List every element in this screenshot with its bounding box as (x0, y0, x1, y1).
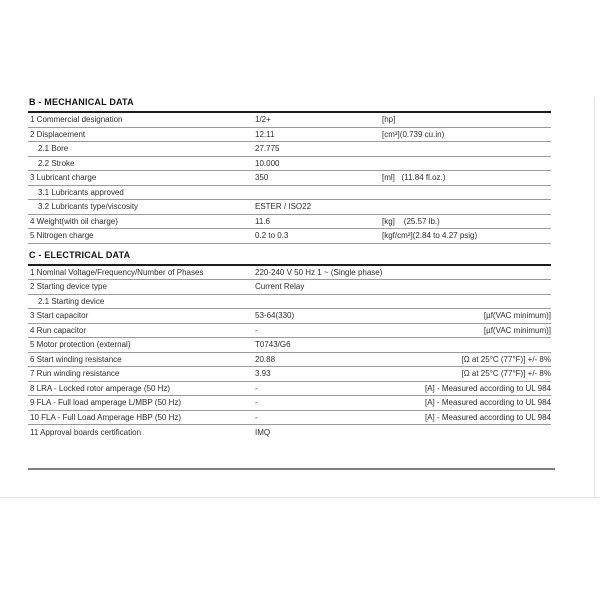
table-row (28, 113, 551, 128)
row-unit: [A] - Measured according to UL 984 (425, 398, 551, 408)
row-value: 350 (255, 173, 269, 183)
table-row (28, 338, 551, 353)
row-unit: [Ω at 25°C (77°F)] +/- 8% (461, 369, 551, 379)
page-edge-right (594, 97, 595, 497)
table-row (28, 396, 551, 411)
table-row (28, 411, 551, 426)
electrical-table (28, 266, 551, 440)
table-row (28, 128, 551, 143)
row-label: 3 Start capacitor (30, 311, 89, 321)
row-label: 3 Lubricant charge (30, 173, 97, 183)
table-row (28, 324, 551, 339)
row-value: - (255, 325, 258, 335)
table-row (28, 280, 551, 295)
spec-sheet (28, 97, 551, 470)
row-label: 2 Starting device type (30, 282, 107, 292)
row-value: 12.11 (255, 129, 275, 139)
table-row (28, 353, 551, 368)
row-value: Current Relay (255, 282, 305, 292)
row-value: 20.88 (255, 354, 276, 364)
section-mechanical-data (28, 97, 551, 244)
row-unit: [kg] (25.57 lb.) (382, 216, 440, 226)
row-value: 1/2+ (255, 115, 271, 125)
row-value: 27.775 (255, 144, 280, 154)
row-value: 220-240 V 50 Hz 1 ~ (Single phase) (255, 267, 382, 277)
row-unit: [A] - Measured according to UL 984 (425, 412, 551, 422)
row-label: 2 Displacement (30, 129, 86, 139)
row-label: 4 Weight(with oil charge) (30, 216, 118, 226)
row-value: 0.2 to 0.3 (255, 231, 289, 241)
row-value: IMQ (255, 427, 271, 437)
table-row (28, 229, 551, 244)
row-label: 3.2 Lubricants type/viscosity (38, 202, 139, 212)
table-row (28, 309, 551, 324)
row-value: 53-64(330) (255, 311, 295, 321)
table-row (28, 142, 551, 157)
section-title-electrical: C - ELECTRICAL DATA (28, 250, 551, 266)
table-row (28, 157, 551, 172)
row-label: 1 Nominal Voltage/Frequency/Number of Phases (30, 267, 204, 277)
table-row (28, 425, 551, 440)
page-edge-bottom (0, 497, 600, 498)
row-unit: [Ω at 25°C (77°F)] +/- 8% (461, 354, 551, 364)
row-value: - (255, 412, 258, 422)
row-unit: [ml] (11.84 fl.oz.) (382, 173, 446, 183)
row-unit: [hp] (382, 115, 396, 125)
row-label: 8 LRA - Locked rotor amperage (50 Hz) (30, 383, 171, 393)
row-unit: [kgf/cm²](2.84 to 4.27 psig) (382, 231, 478, 241)
table-row (28, 367, 551, 382)
row-label: 4 Run capacitor (30, 325, 87, 335)
section-electrical-data (28, 250, 551, 440)
row-value: 11.6 (255, 216, 270, 226)
row-label: 2.1 Bore (38, 144, 69, 154)
row-unit: [cm³](0.739 cu.in) (382, 129, 445, 139)
row-label: 2.2 Stroke (38, 158, 75, 168)
table-row (28, 295, 551, 310)
section-title-mechanical: B - MECHANICAL DATA (28, 97, 551, 113)
row-value: T0743/G6 (255, 340, 291, 350)
row-value: ESTER / ISO22 (255, 202, 312, 212)
table-row (28, 171, 551, 186)
table-row (28, 266, 551, 281)
table-row (28, 382, 551, 397)
table-row (28, 215, 551, 230)
row-value: - (255, 398, 258, 408)
row-label: 11 Approval boards certification (30, 427, 142, 437)
row-unit: [µf(VAC minimum)] (483, 325, 551, 335)
row-unit: [A] - Measured according to UL 984 (425, 383, 551, 393)
row-label: 3.1 Lubricants approved (38, 187, 124, 197)
mechanical-table (28, 113, 551, 244)
row-value: 10.000 (255, 158, 280, 168)
row-label: 1 Commercial designation (30, 115, 123, 125)
row-label: 2.1 Starting device (38, 296, 105, 306)
row-label: 5 Nitrogen charge (30, 231, 94, 241)
row-label: 9 FLA - Full load amperage L/MBP (50 Hz) (30, 398, 182, 408)
row-label: 7 Run winding resistance (30, 369, 120, 379)
table-row (28, 186, 551, 201)
row-unit: [µf(VAC minimum)] (483, 311, 551, 321)
footer-rule (28, 468, 555, 470)
row-value: - (255, 383, 258, 393)
row-label: 5 Motor protection (external) (30, 340, 131, 350)
table-row (28, 200, 551, 215)
row-label: 6 Start winding resistance (30, 354, 122, 364)
row-label: 10 FLA - Full Load Amperage HBP (50 Hz) (30, 412, 182, 422)
row-value: 3.93 (255, 369, 271, 379)
